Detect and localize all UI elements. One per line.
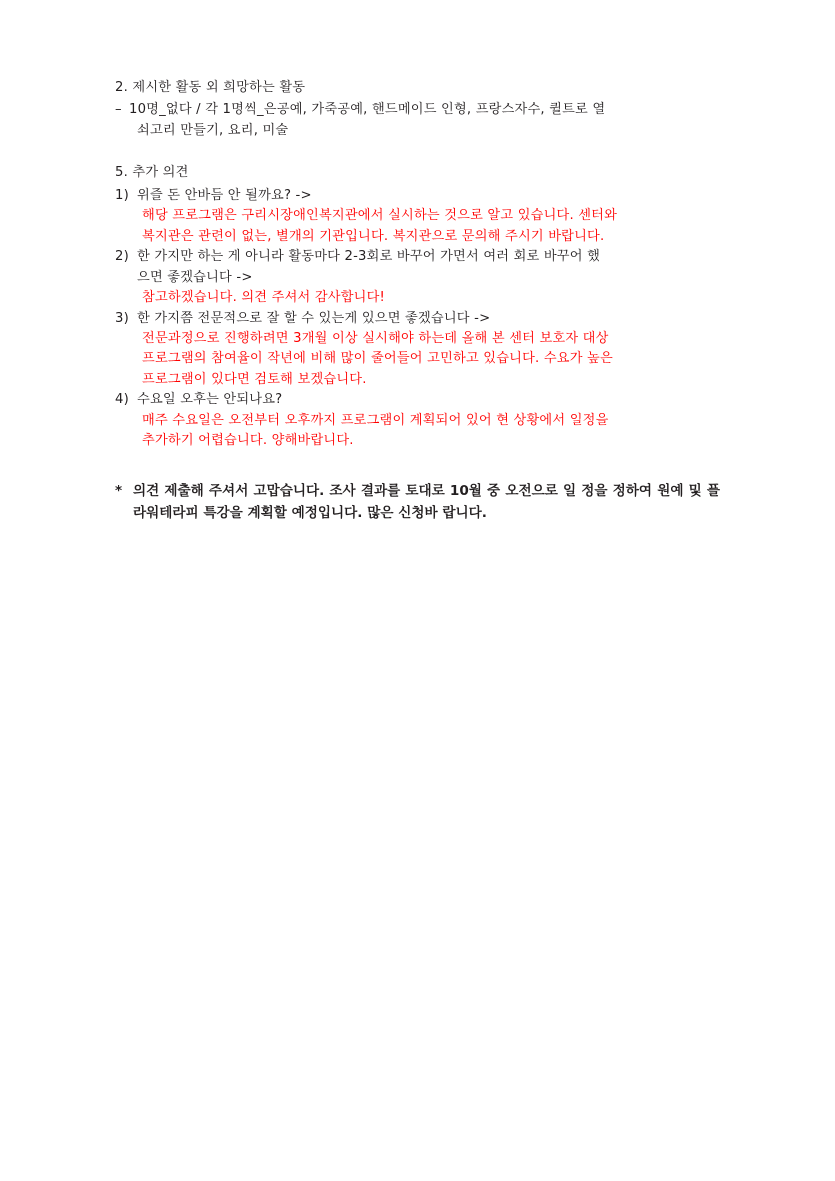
item-4-answer-line-1: 매주 수요일은 오전부터 오후까지 프로그램이 계획되어 있어 현 상황에서 일정을 <box>142 412 609 428</box>
item-3-marker: 3) <box>115 310 129 326</box>
item-2-question-cont: 으면 좋겠습니다 -> <box>137 269 253 285</box>
item-3-answer-line-3: 프로그램이 있다면 검토해 보겠습니다. <box>142 371 367 387</box>
item-4-question: 수요일 오후는 안되나요? <box>137 392 283 408</box>
closing-text <box>133 480 720 524</box>
section-a-dash-item <box>115 100 720 120</box>
item-2-question: 한 가지만 하는 게 아니라 활동마다 2-3회로 바꾸어 가면서 여러 회로 바꾸어 했 <box>137 249 601 265</box>
dash-item-text-cont: 쇠고리 만들기, 요리, 미술 <box>137 122 289 138</box>
closing-line-1: 의견 제출해 주셔서 고맙습니다. 조사 결과를 토대로 10월 중 오전으로 일 <box>133 482 577 499</box>
dash-item-text: 10명_없다 / 각 1명씩_은공예, 가죽공예, 핸드메이드 인형, 프랑스자수, 퀼트로 열 <box>129 102 606 118</box>
item-2-answer-line-1: 참고하겠습니다. 의견 주셔서 감사합니다! <box>142 290 386 306</box>
closing-marker: * <box>115 482 123 499</box>
closing-line-2: 정을 정하여 원예 및 플라워테라피 특강을 계획할 예정입니다. 많은 신청바 <box>133 482 720 521</box>
section-a-heading: 2. 제시한 활동 외 희망하는 활동 <box>115 80 306 95</box>
item-3-answer-line-2: 프로그램의 참여율이 작년에 비해 많이 줄어들어 고민하고 있습니다. 수요가 높은 <box>142 351 613 367</box>
item-1-answer-line-1: 해당 프로그램은 구리시장애인복지관에서 실시하는 것으로 알고 있습니다. 센터와 <box>142 208 618 224</box>
item-1-answer-line-2: 복지관은 관련이 없는, 별개의 기관입니다. 복지관으로 문의해 주시기 바랍니다. <box>142 228 605 244</box>
qa-item-3 <box>115 309 720 329</box>
item-2-marker: 2) <box>115 249 129 265</box>
dash-marker: – <box>115 102 122 118</box>
section-b-heading: 5. 추가 의견 <box>115 165 189 181</box>
closing-note <box>115 480 720 524</box>
item-1-marker: 1) <box>115 187 129 203</box>
qa-item-4 <box>115 390 720 410</box>
document-content <box>115 78 720 524</box>
item-3-answer-line-1: 전문과정으로 진행하려면 3개월 이상 실시해야 하는데 올해 본 센터 보호자 대상 <box>142 330 609 346</box>
item-4-marker: 4) <box>115 392 129 408</box>
qa-item-2 <box>115 247 720 267</box>
item-1-question: 위즐 돈 안바듬 안 될까요? -> <box>137 187 312 203</box>
item-4-answer-line-2: 추가하기 어렵습니다. 양해바랍니다. <box>142 433 354 449</box>
item-3-question: 한 가지쯤 전문적으로 잘 할 수 있는게 있으면 좋겠습니다 -> <box>137 310 491 326</box>
qa-item-1 <box>115 186 720 206</box>
closing-line-3: 랍니다. <box>442 504 487 521</box>
